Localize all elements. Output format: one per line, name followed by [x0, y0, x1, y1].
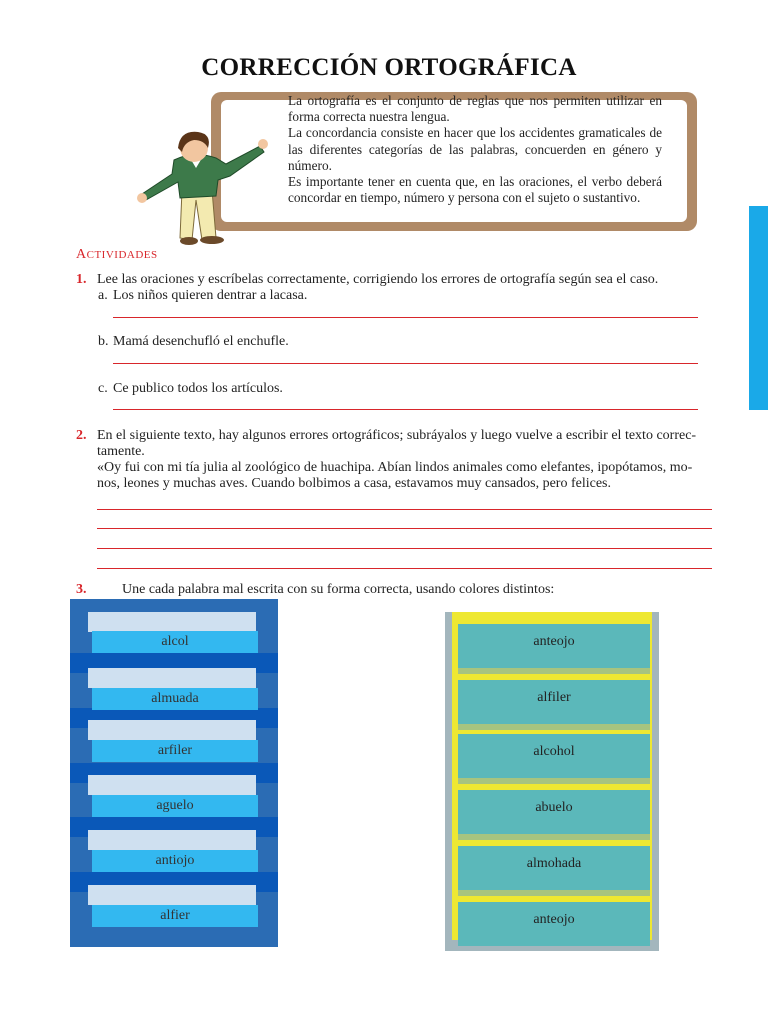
info-paragraph-concordance: La concordancia consiste en hacer que los accidentes gramaticales de las diferentes categorías de las palabras, concuerden en género y número. [288, 125, 662, 173]
correct-word-card[interactable]: alcohol [458, 734, 650, 778]
card-shadow [458, 778, 650, 784]
misspelled-word-card[interactable]: alcol [92, 631, 258, 653]
question-1c-label: c. [98, 381, 108, 396]
misspelled-word-card[interactable]: arfiler [92, 740, 258, 762]
card-top [88, 720, 256, 740]
answer-line-2-1[interactable] [97, 509, 712, 510]
question-2-number: 2. [76, 428, 87, 443]
question-1a-text: Los niños quieren dentrar a lacasa. [113, 288, 308, 303]
misspelled-word-card[interactable]: aguelo [92, 795, 258, 817]
question-2-prompt-line1: En el siguiente texto, hay algunos errores ortográficos; subráyalos y luego vuelve a escribir el texto correc- [97, 428, 697, 443]
answer-line-1c[interactable] [113, 409, 698, 410]
question-1b-label: b. [98, 334, 109, 349]
card-shadow [458, 668, 650, 674]
card-shadow [458, 890, 650, 896]
question-3-number: 3. [76, 582, 87, 597]
info-text [288, 93, 662, 206]
answer-line-2-3[interactable] [97, 548, 712, 549]
question-2-passage-line1: «Oy fui con mi tía julia al zoológico de huachipa. Abían lindos animales como elefantes, ipopótamos, mo- [97, 460, 693, 475]
card-top [88, 885, 256, 905]
card-shadow [458, 834, 650, 840]
misspelled-word-card[interactable]: antiojo [92, 850, 258, 872]
teacher-illustration [134, 128, 274, 250]
correct-word-card[interactable]: anteojo [458, 624, 650, 668]
card-top [88, 668, 256, 688]
activities-heading: ACTIVIDADES [76, 247, 158, 262]
misspelled-word-card[interactable]: alfier [92, 905, 258, 927]
question-2-prompt-line2: tamente. [97, 444, 145, 459]
answer-line-2-4[interactable] [97, 568, 712, 569]
correct-word-card[interactable]: abuelo [458, 790, 650, 834]
card-top [88, 830, 256, 850]
answer-line-1a[interactable] [113, 317, 698, 318]
info-paragraph-note: Es importante tener en cuenta que, en las oraciones, el verbo deberá concordar en tiempo, número y persona con el sujeto o sustantivo. [288, 174, 662, 206]
answer-line-1b[interactable] [113, 363, 698, 364]
question-1-prompt: Lee las oraciones y escríbelas correctamente, corrigiendo los errores de ortografía según sea el caso. [97, 272, 659, 287]
info-paragraph-definition: La ortografía es el conjunto de reglas que nos permiten utilizar en forma correcta nuestra lengua. [288, 93, 662, 125]
correct-word-card[interactable]: almohada [458, 846, 650, 890]
card-top [88, 775, 256, 795]
answer-line-2-2[interactable] [97, 528, 712, 529]
question-1b-text: Mamá desenchufló el enchufle. [113, 334, 289, 349]
card-shadow [458, 724, 650, 730]
question-2-passage-line2: nos, leones y muchas aves. Cuando bolbimos a casa, estavamos muy cansados, pero felices. [97, 476, 611, 491]
question-1-number: 1. [76, 272, 87, 287]
page-title: CORRECCIÓN ORTOGRÁFICA [201, 54, 577, 81]
correct-word-card[interactable]: alfiler [458, 680, 650, 724]
question-1a-label: a. [98, 288, 108, 303]
correct-word-card[interactable]: anteojo [458, 902, 650, 946]
question-3-prompt: Une cada palabra mal escrita con su forma correcta, usando colores distintos: [122, 582, 555, 597]
misspelled-word-card[interactable]: almuada [92, 688, 258, 710]
card-top [88, 612, 256, 632]
question-1c-text: Ce publico todos los artículos. [113, 381, 283, 396]
sidebar-tab [749, 206, 768, 410]
